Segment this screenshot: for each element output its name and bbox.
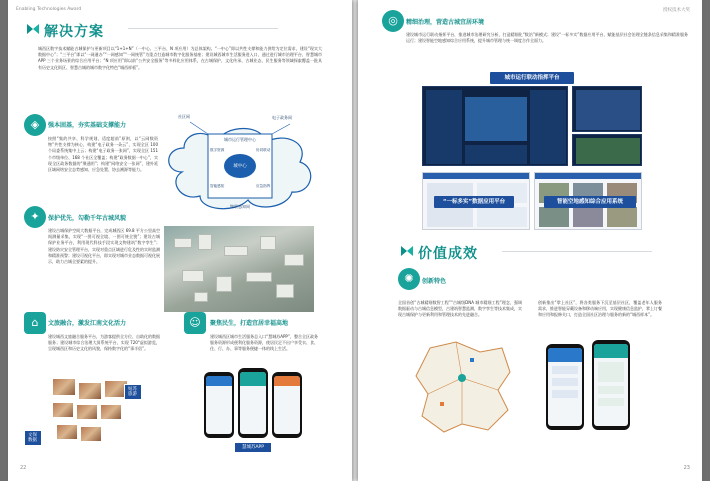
people-icon: ☺ [184, 312, 206, 334]
culture-thumbnail [52, 402, 74, 418]
monitor-dashboard [572, 86, 642, 132]
diagram-bottom: 物联感知网 [230, 204, 250, 209]
diagram-right-item: 协同联动 [256, 148, 271, 152]
community-app-phone [546, 344, 584, 430]
diagram-core: 城中心 [233, 164, 247, 169]
sensing-ribbon: 智能空地感知综合应用系统 [544, 196, 636, 208]
culture-icon: ⌂ [24, 312, 46, 334]
app-chip: 慧城苏APP [234, 442, 272, 453]
diagram-top-right: 电子政务网 [272, 115, 292, 120]
culture-thumbnail [80, 426, 102, 442]
app-phone [272, 372, 302, 438]
culture-thumbnail [52, 378, 76, 396]
page-number: 22 [20, 465, 27, 471]
culture-thumbnail [78, 382, 102, 400]
heritage-shield-icon: ✦ [24, 206, 46, 228]
innovation-title: 创新特色 [422, 278, 447, 285]
block-text: 按照“集约共享、科学规划、适度超前”原则，以“云网数资物”共性支撑为核心，构建“电子政务一朵云”，实现全区 100 个局委系统集中上云；构建“电子政务一张网”，实现全区 151 个市级单位、168 个社区全覆盖；构建“政务数据一中心”，实现全区政务数据的“聚通用”；构建“网络安全一张网”，建外延区域网络安全态势感知、应急处置、协去溯源等能力。 [48, 136, 158, 173]
intro-paragraph: 城西区数字技术赋能吉城保护与更新项目以“1+1+N”（一中心、三平台、N 项应用）为总体架构。“一中心”即以共性支撑和能力供给为定位需求，建设“现实大数据中心”；“三平台”即以“一网通办”“一网感知”“一网统管”为重点打造城市数字化服务基座；建设城西城市生活服务进入口，通过进行城市治理平台，智慧城市 APP 三个业务场景的综合应用平台；“N 项应用”即以前“公共安全服务”等多样化应用体系，在古城保护，文化传承、古城业态、民生服务等领域探索覆盖一批具有历史文化街区、智慧古城的城市数字化特色“城西样板”。 [38, 46, 322, 70]
innovation-col1: 全国首创“古城精细数智工程”“古城级DNA 城市精细工程”理念，强调数据驱动与古城信息模型，古建筑智慧监测，数字孪生等技术集成，实现古城保护与更新利用和管理技术的先进融合。 [398, 300, 522, 318]
title-rule [502, 251, 652, 252]
culture-thumbnail [100, 404, 122, 420]
left-page [8, 0, 352, 481]
block-title: 聚焦民生，打造宜居幸福高地 [210, 320, 289, 327]
page-number: 23 [683, 465, 690, 471]
block-text: 建设城市运行联动指挥平台，推进城市治理研究分析，打造精细化“数治”新模式；建设“一标多实”数据应用平台，赋能基层社会治理全链条信息采集和精准服务运行；建设智能空地感知综合应用系统，提升城市管理与统一调度合作全面力。 [406, 32, 688, 44]
title-rule [128, 28, 278, 29]
section-title: 解决方案 [44, 24, 104, 40]
brand-mark-icon [26, 22, 40, 36]
district-map [410, 338, 518, 436]
diagram-left-item: 智能感知 [210, 184, 225, 188]
right-page [358, 0, 702, 481]
dashboard-ribbon: 城市运行联动指挥平台 [490, 72, 574, 84]
block-title: 强本固基，夯实基础支撑能力 [48, 122, 127, 129]
page-header: 授权技术大奖 [663, 8, 690, 13]
foundation-icon: ◈ [24, 114, 46, 136]
diagram-center: 城市运行管理中心 [224, 137, 256, 142]
brand-mark-icon [400, 244, 414, 258]
culture-thumbnail [76, 404, 98, 420]
app-phone [238, 368, 268, 438]
governance-icon: ◎ [382, 10, 404, 32]
community-app-phone [592, 340, 630, 430]
block-title: 保护优先，勾勒千年古城风貌 [48, 215, 127, 222]
block-title: 精细治理，营造古城宜居环境 [406, 19, 485, 26]
innovation-col2: 创新推出“掌上社区”，将各类服务下沉至基层社区，覆盖老年人服务需求，推进智能穿戴设备和移动端应用，实现健康信息监护，掌上订餐和应用和报修关口，打造全国社区治理与服务的新的“城西样本”。 [538, 300, 662, 318]
block-title: 文旅融合，激发江南文化活力 [48, 320, 127, 327]
lightbulb-icon: ✺ [398, 268, 420, 290]
diagram-top-left: 社区网 [178, 114, 190, 119]
block-text: 建设城西文旅融合服务平台，为游客提供全方位、自助化的数据服务；建设城市综合治理大屏系统平台，实现 720°虚拟游览，呈现城西区和历史文化的风貌，保持数字化的“事半倍”。 [48, 334, 160, 352]
diagram-left-item: 数字资源 [210, 148, 225, 152]
architecture-diagram [160, 112, 320, 220]
monitor-dashboard [572, 134, 642, 166]
aerial-city-photo [164, 226, 314, 312]
culture-thumbnail [56, 424, 78, 440]
section-title: 价值成效 [418, 246, 478, 262]
block-text: 建设城西区城市生活服务总入口“慧城苏APP”，整合全区政务服务资源形成便利化服务资源，使居民足不出户享受衣、食、住、行、办、事等服务便捷一体的线上生活。 [210, 334, 318, 352]
command-dashboard [422, 86, 568, 166]
diagram-right-item: 应急指挥 [256, 184, 271, 188]
tourism-chip: 姑苏旅游 [124, 384, 142, 400]
block-text: 建设古城保护空间大数据平台，完成城西区 69.8 平方公里高空间测量采集，实现“一图可视全境、一图可统全貌”；建设古城保护业务平台，利用现代科技手段实现文物建筑“数字孪生”；建设防灾安全管理平台，实现对重点区域进行危及性的实时监测和精准预警；建设可视化平台，即实现对城市业态数据可视化展示，助力古城全要素的提升。 [48, 228, 160, 265]
data-platform-ribbon: “一标多实”数据应用平台 [434, 196, 514, 208]
app-phone [204, 372, 234, 438]
heritage-chip: 文保数据 [24, 430, 42, 446]
page-header: Enabling Technologies Award [16, 7, 82, 12]
